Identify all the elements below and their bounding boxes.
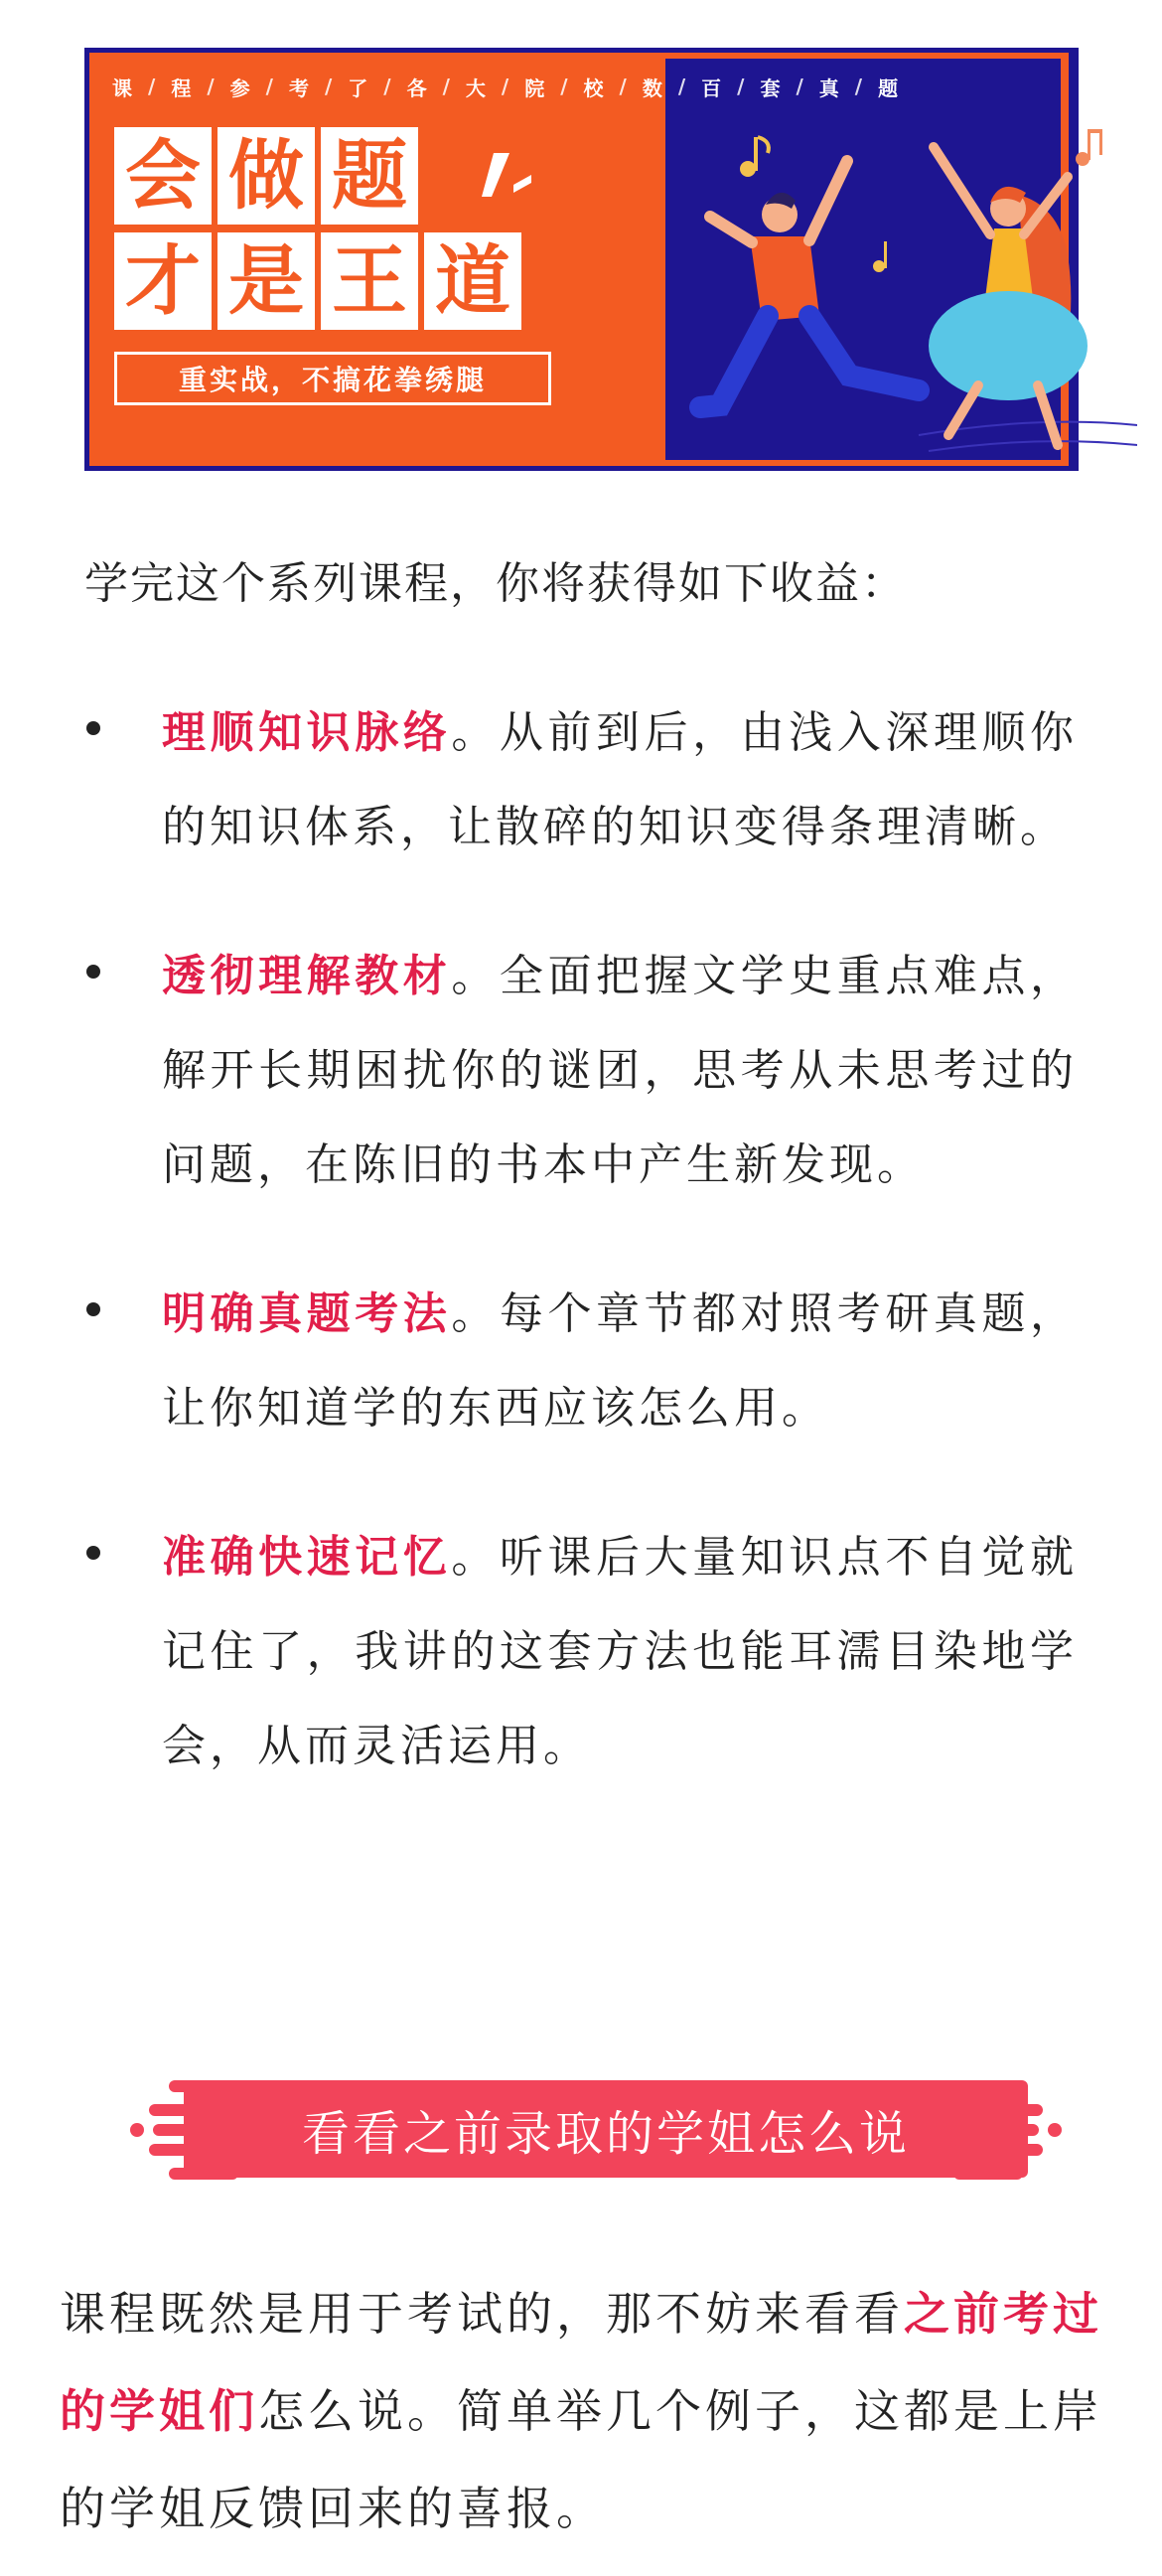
closing-paragraph xyxy=(60,2265,1112,2557)
headline-char: 王 xyxy=(321,232,418,330)
benefit-description: 。从前到后，由浅入深理顺你的知识体系，让散碎的知识变得条理清晰。 xyxy=(162,707,1079,852)
strip-char: 大 xyxy=(465,76,488,100)
benefit-text xyxy=(162,1510,1078,1793)
benefit-description: 。全面把握文学史重点难点，解开长期困扰你的谜团，思考从未思考过的问题，在陈旧的书本中产生新发现。 xyxy=(162,951,1079,1190)
headline-char: 题 xyxy=(321,127,418,225)
accent-slash-icon xyxy=(474,145,537,209)
headline-char: 道 xyxy=(424,232,521,330)
dancing-people-illustration xyxy=(680,117,1137,475)
benefit-title: 理顺知识脉络 xyxy=(162,707,452,758)
strip-char: 套 xyxy=(760,76,783,100)
closing-highlight: 之前考过的学姐们 xyxy=(60,2287,1102,2438)
strip-char: 真 xyxy=(818,76,841,100)
speed-lines-right-icon xyxy=(944,2072,1063,2188)
closing-text: 怎么说。简单举几个例子，这都是上岸的学姐反馈回来的喜报。 xyxy=(60,2384,1102,2535)
strip-char: 参 xyxy=(229,76,252,100)
headline-char: 是 xyxy=(218,232,315,330)
bullet-icon xyxy=(86,1546,100,1560)
strip-char: 题 xyxy=(878,76,901,100)
strip-char: 院 xyxy=(524,76,547,100)
banner-headline xyxy=(114,127,521,330)
section-header-pill: 看看之前录取的学姐怎么说 xyxy=(184,2080,1028,2178)
list-item xyxy=(84,685,1078,874)
strip-char: 数 xyxy=(642,76,664,100)
banner-top-strip: 课 / 程 / 参 / 考 / 了 / 各 / 大 / 院 / 校 / 数 / 百 / 套 / 真 / 题 xyxy=(112,70,1056,103)
intro-paragraph: 学完这个系列课程，你将获得如下收益： xyxy=(84,558,907,609)
benefit-text xyxy=(162,685,1078,874)
list-item xyxy=(84,1267,1078,1455)
strip-char: 百 xyxy=(701,76,724,100)
bullet-icon xyxy=(86,965,100,979)
benefit-description: 。听课后大量知识点不自觉就记住了，我讲的这套方法也能耳濡目染地学会，从而灵活运用。 xyxy=(162,1532,1079,1771)
benefit-text xyxy=(162,929,1078,1212)
benefits-list xyxy=(84,685,1078,1848)
benefit-title: 明确真题考法 xyxy=(162,1288,452,1339)
strip-char: 课 xyxy=(112,76,134,100)
headline-char: 做 xyxy=(218,127,315,225)
strip-char: 程 xyxy=(171,76,194,100)
bullet-icon xyxy=(86,1302,100,1316)
benefit-title: 准确快速记忆 xyxy=(162,1532,452,1583)
bullet-icon xyxy=(86,721,100,735)
benefit-text xyxy=(162,1267,1078,1455)
banner-tagline: 重实战，不搞花拳绣腿 xyxy=(114,352,551,405)
benefit-description: 。每个章节都对照考研真题，让你知道学的东西应该怎么用。 xyxy=(162,1288,1079,1434)
strip-char: 校 xyxy=(583,76,606,100)
list-item xyxy=(84,1510,1078,1793)
strip-char: 各 xyxy=(406,76,429,100)
list-item xyxy=(84,929,1078,1212)
headline-char: 会 xyxy=(114,127,212,225)
course-banner xyxy=(84,48,1079,471)
strip-char: 考 xyxy=(288,76,311,100)
headline-char: 才 xyxy=(114,232,212,330)
benefit-title: 透彻理解教材 xyxy=(162,951,452,1001)
closing-text: 课程既然是用于考试的，那不妨来看看 xyxy=(60,2287,904,2341)
strip-char: 了 xyxy=(348,76,370,100)
